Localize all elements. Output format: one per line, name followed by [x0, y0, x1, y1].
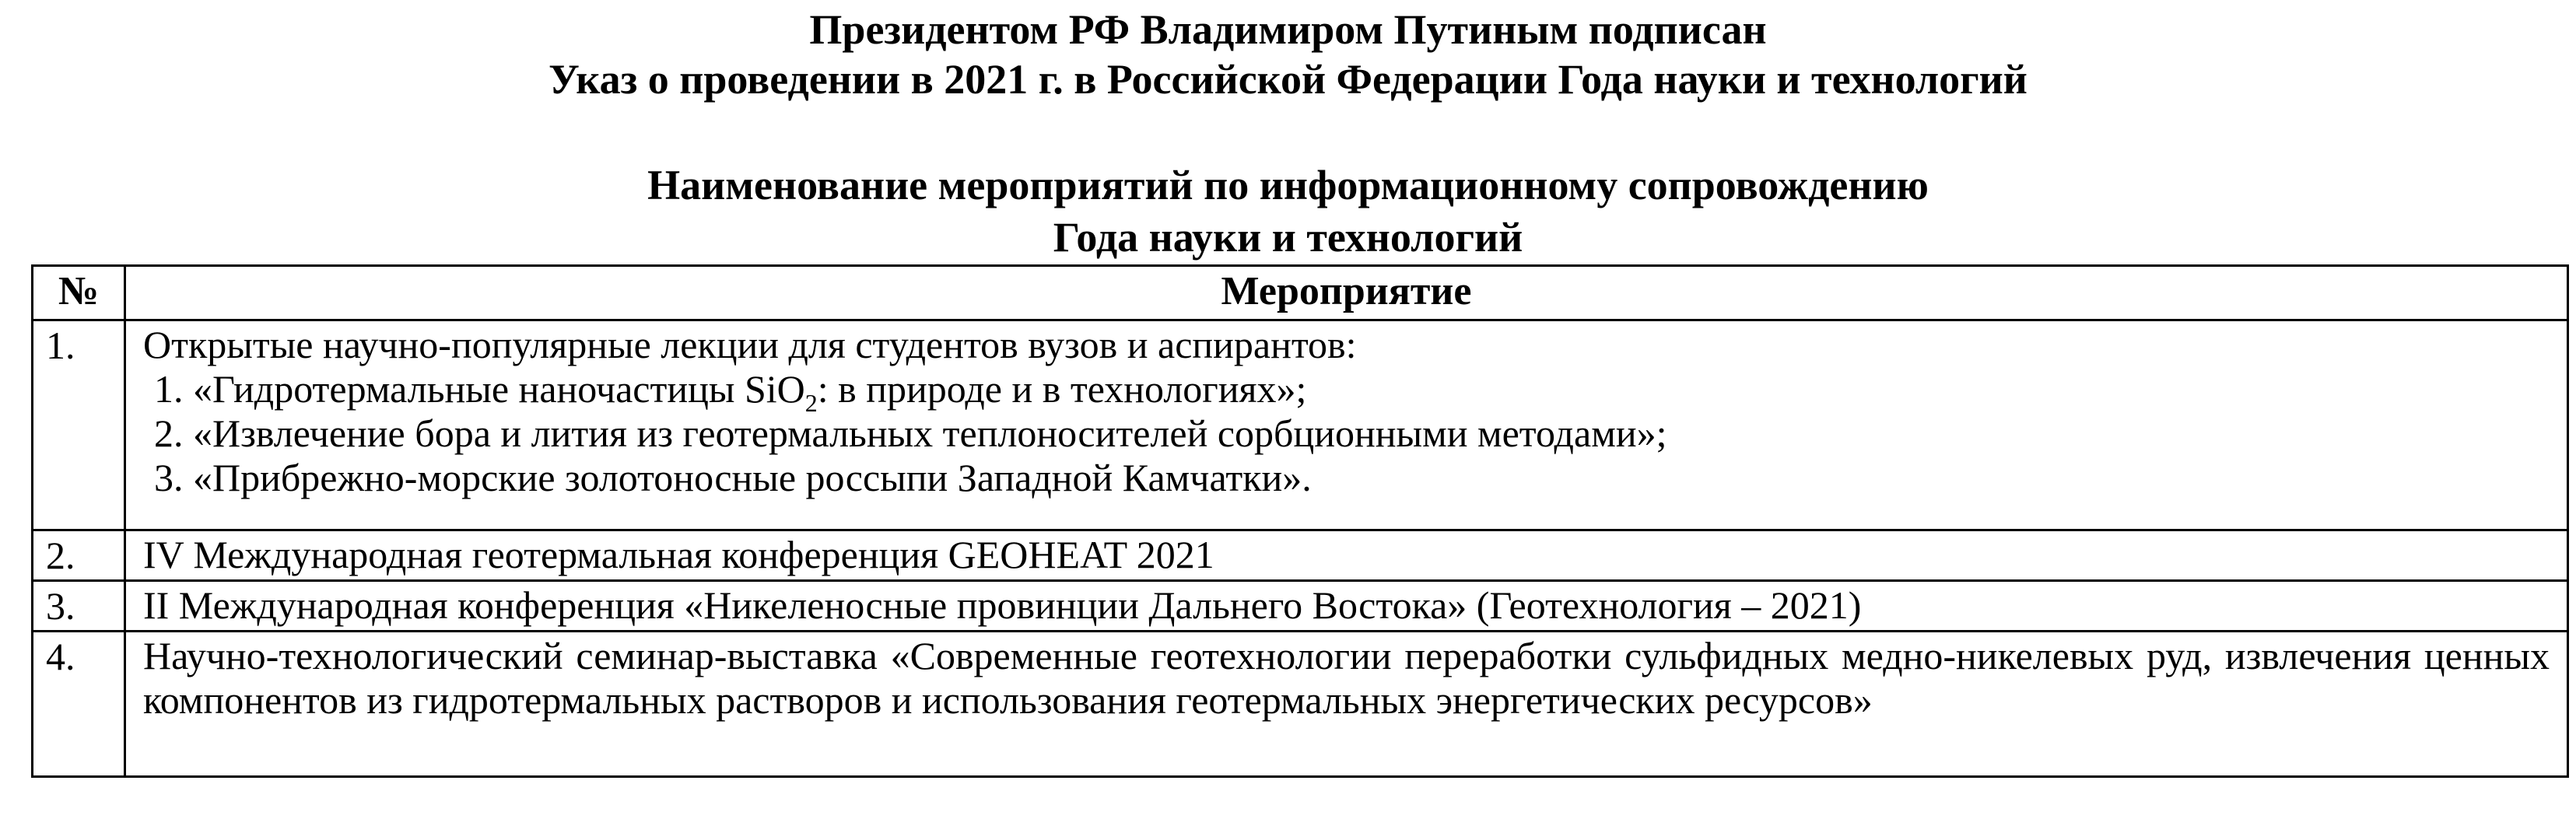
event-text: II Международная конференция «Никеленосные провинции Дальнего Востока» (Геотехнология – 2021) [143, 583, 1862, 627]
table-header-row [33, 266, 2568, 320]
decree-title-line-1: Президентом РФ Владимиром Путиным подписан [809, 6, 1767, 53]
events-table [31, 264, 2569, 778]
event-cell [125, 632, 2568, 777]
event-cell [125, 320, 2568, 530]
lectures-intro: Открытые научно-популярные лекции для студентов вузов и аспирантов: [143, 323, 1357, 366]
row-number: 3. [33, 581, 125, 632]
column-header-event: Мероприятие [125, 266, 2568, 320]
event-cell [125, 530, 2568, 581]
row-number: 2. [33, 530, 125, 581]
events-subtitle-line-1: Наименование мероприятий по информационному сопровождению [647, 162, 1929, 208]
table-row [33, 632, 2568, 777]
event-text: Научно-технологический семинар-выставка «Современные геотехнологии переработки сульфидных медно-никелевых руд, извлечения ценных компонентов из гидротермальных растворов и использования геотермальных энергетических ресурсов» [143, 634, 2550, 722]
row-number: 4. [33, 632, 125, 777]
row-number: 1. [33, 320, 125, 530]
lecture-item-1 [143, 367, 2550, 417]
table-row [33, 581, 2568, 632]
table-row [33, 530, 2568, 581]
table-row [33, 320, 2568, 530]
events-subtitle-line-2: Года науки и технологий [1053, 214, 1523, 261]
lecture-item-1-text: 1. «Гидротермальные наночастицы SiO [154, 367, 805, 411]
column-header-number: № [33, 266, 125, 320]
lecture-item-3: 3. «Прибрежно-морские золотоносные россыпи Западной Камчатки». [154, 456, 1312, 499]
event-text: IV Международная геотермальная конференция GEOHEAT 2021 [143, 533, 1214, 576]
decree-title-line-2: Указ о проведении в 2021 г. в Российской Федерации Года науки и технологий [548, 56, 2028, 103]
event-cell [125, 581, 2568, 632]
lecture-item-1-tail: : в природе и в технологиях»; [817, 367, 1307, 411]
subscript-2: 2 [804, 389, 818, 417]
lecture-item-2: 2. «Извлечение бора и лития из геотермальных теплоносителей сорбционными методами»; [154, 411, 1667, 455]
